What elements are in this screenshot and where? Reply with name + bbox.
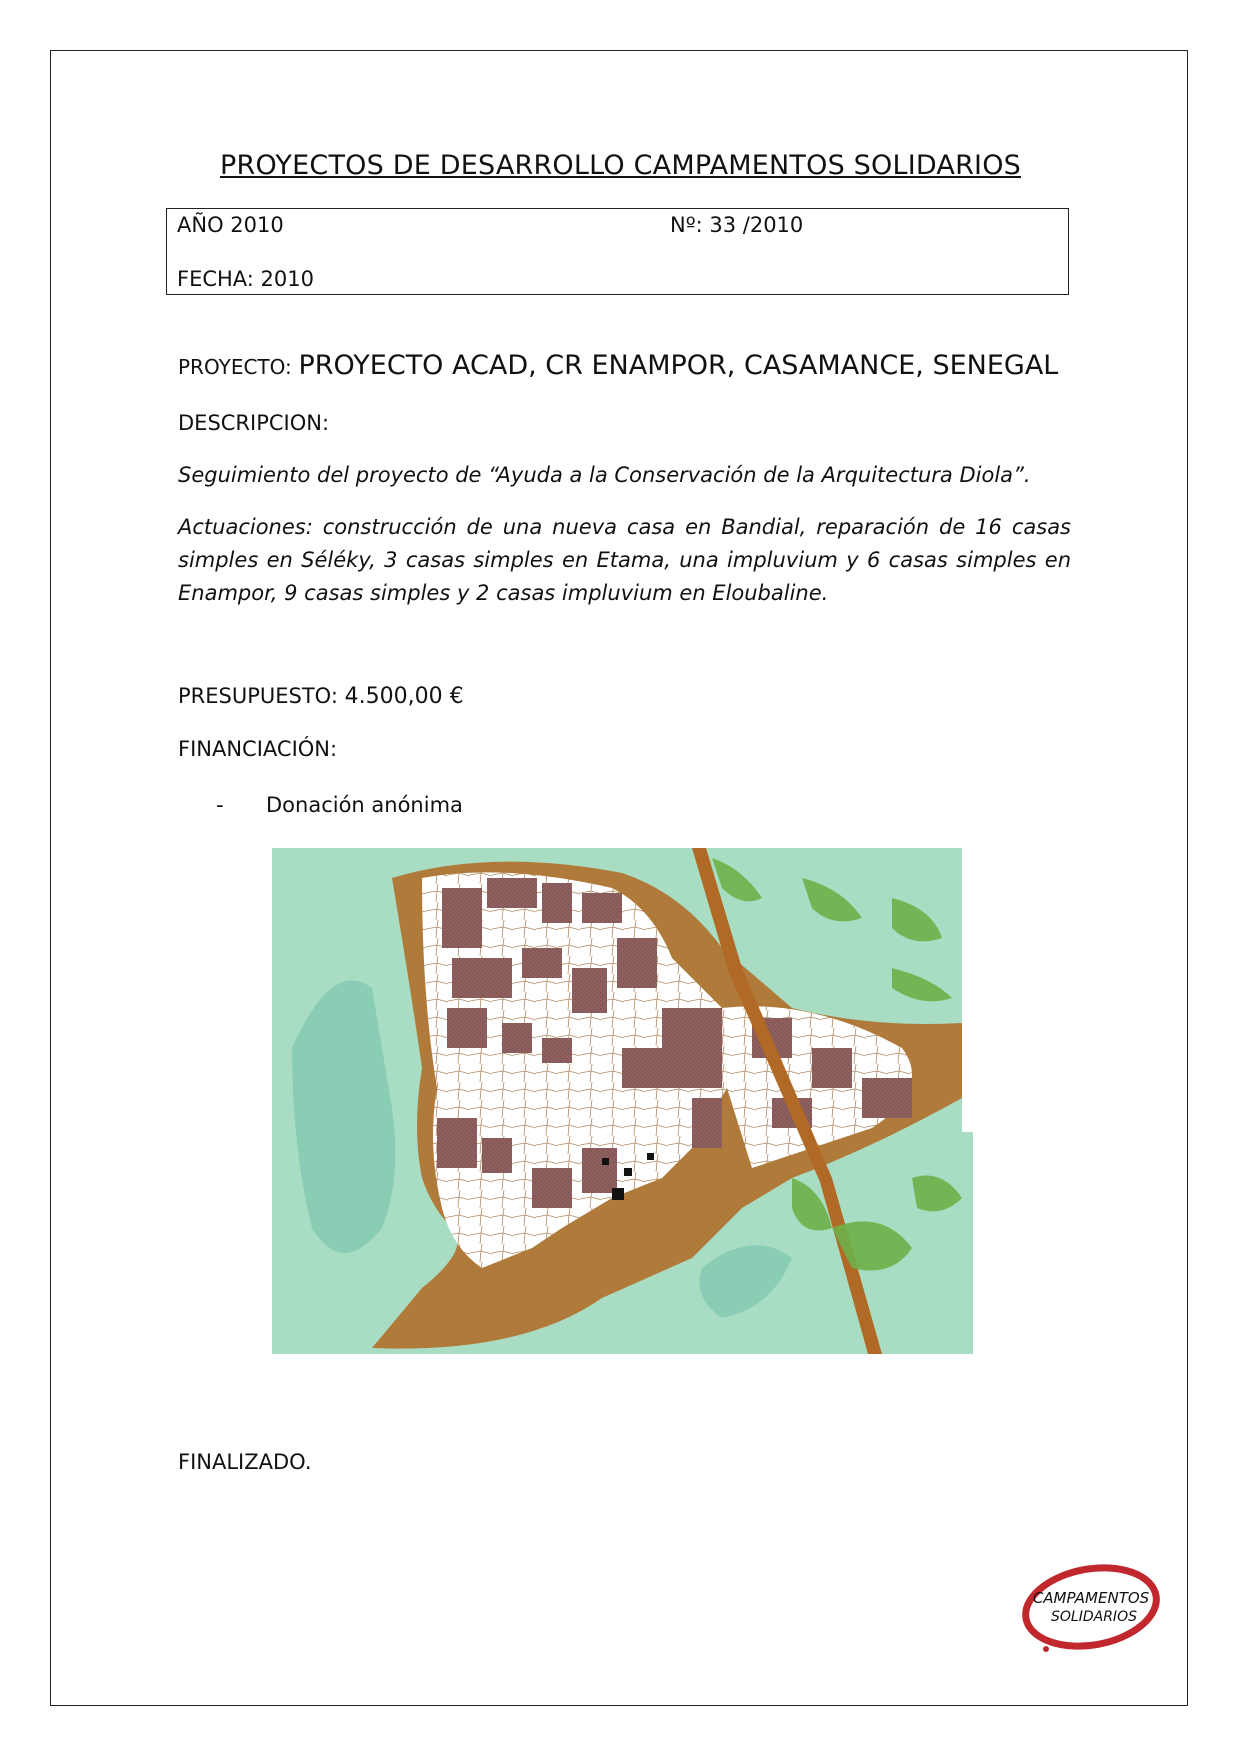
description-paragraph-1: Seguimiento del proyecto de “Ayuda a la Conservación de la Arquitectura Diola”. (178, 463, 1031, 487)
project-name: PROYECTO ACAD, CR ENAMPOR, CASAMANCE, SENEGAL (298, 350, 1059, 381)
status-text: FINALIZADO. (178, 1450, 312, 1474)
date-field: FECHA: 2010 (177, 267, 314, 291)
budget-value: 4.500,00 € (344, 684, 464, 709)
project-label: PROYECTO: (178, 355, 292, 379)
logo-line1: CAMPAMENTOS (1032, 1589, 1150, 1607)
budget-line (178, 684, 464, 709)
page-title: PROYECTOS DE DESARROLLO CAMPAMENTOS SOLIDARIOS (220, 150, 1021, 181)
year-field: AÑO 2010 (177, 213, 284, 237)
logo-line2: SOLIDARIOS (1051, 1609, 1137, 1625)
funding-item-text: Donación anónima (266, 793, 463, 817)
campamentos-solidarios-logo (1016, 1555, 1166, 1655)
info-box (166, 208, 1069, 295)
number-field: Nº: 33 /2010 (670, 213, 804, 237)
description-paragraph-2: Actuaciones: construcción de una nueva casa en Bandial, reparación de 16 casas simples en Séléky, 3 casas simples en Etama, una impluvium y 6 casas simples en Enampor, 9 casas simples y 2 casas impluvium en Eloubaline. (178, 515, 1071, 605)
funding-label: FINANCIACIÓN: (178, 737, 338, 761)
village-map-image (272, 848, 973, 1354)
project-line (178, 350, 1058, 381)
funding-item (216, 793, 463, 817)
description-label: DESCRIPCION: (178, 411, 330, 435)
bullet-dash: - (216, 793, 224, 817)
budget-label: PRESUPUESTO: (178, 684, 338, 708)
